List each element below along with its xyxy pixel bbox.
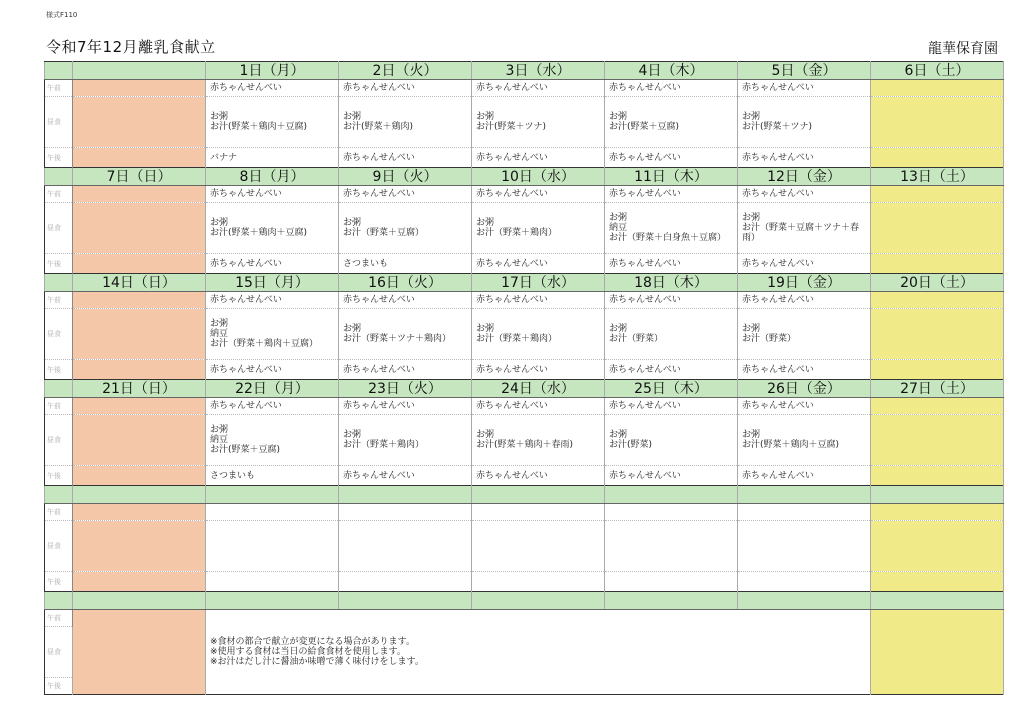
empty-header-cell bbox=[871, 592, 1004, 610]
day-header: 20日（土） bbox=[871, 274, 1004, 292]
week-header-row bbox=[45, 486, 1004, 504]
menu-line: 納豆 bbox=[210, 329, 229, 339]
menu-cell: 赤ちゃんせんべい bbox=[339, 186, 472, 203]
menu-cell bbox=[472, 97, 605, 148]
menu-line: お汁（野菜＋鶏肉） bbox=[476, 228, 558, 238]
menu-cell: 赤ちゃんせんべい bbox=[472, 254, 605, 274]
saturday-cell bbox=[871, 309, 1004, 360]
day-header bbox=[206, 486, 339, 504]
menu-cell bbox=[605, 521, 738, 572]
menu-cell: 赤ちゃんせんべい bbox=[738, 466, 871, 486]
day-header bbox=[339, 486, 472, 504]
menu-cell bbox=[605, 203, 738, 254]
menu-line: お粥 bbox=[609, 324, 628, 334]
menu-cell bbox=[738, 309, 871, 360]
menu-line: お汁(野菜) bbox=[609, 440, 653, 450]
period-label: 昼食 bbox=[45, 203, 73, 254]
menu-cell bbox=[206, 203, 339, 254]
day-header bbox=[871, 486, 1004, 504]
menu-cell: 赤ちゃんせんべい bbox=[605, 254, 738, 274]
menu-cell: 赤ちゃんせんべい bbox=[206, 186, 339, 203]
day-header: 25日（木） bbox=[605, 380, 738, 398]
menu-line: お汁（野菜＋鶏肉＋豆腐） bbox=[210, 339, 319, 349]
menu-cell: 赤ちゃんせんべい bbox=[472, 80, 605, 97]
sunday-cell bbox=[73, 572, 206, 592]
period-label: 午前 bbox=[45, 504, 73, 521]
menu-line: お粥 bbox=[343, 112, 362, 122]
menu-cell: 赤ちゃんせんべい bbox=[605, 398, 738, 415]
sunday-cell bbox=[73, 80, 206, 97]
menu-cell bbox=[206, 415, 339, 466]
sunday-cell bbox=[73, 148, 206, 168]
day-header bbox=[472, 486, 605, 504]
sunday-cell bbox=[73, 521, 206, 572]
day-header: 11日（木） bbox=[605, 168, 738, 186]
sunday-cell bbox=[73, 309, 206, 360]
day-header: 16日（火） bbox=[339, 274, 472, 292]
saturday-cell bbox=[871, 97, 1004, 148]
organization-name: 龍華保育園 bbox=[928, 41, 998, 57]
menu-cell: 赤ちゃんせんべい bbox=[605, 148, 738, 168]
menu-cell: バナナ bbox=[206, 148, 339, 168]
menu-cell: 赤ちゃんせんべい bbox=[472, 292, 605, 309]
menu-line: お粥 bbox=[210, 319, 229, 329]
menu-cell: 赤ちゃんせんべい bbox=[738, 398, 871, 415]
menu-cell: 赤ちゃんせんべい bbox=[738, 148, 871, 168]
header-corner bbox=[45, 62, 73, 80]
note-line: ※お汁はだし汁に醤油か味噌で薄く味付けをします。 bbox=[210, 657, 424, 667]
week-header-row bbox=[45, 380, 1004, 398]
week-header-row bbox=[45, 592, 1004, 610]
menu-line: お汁（野菜＋白身魚＋豆腐） bbox=[609, 233, 727, 243]
saturday-cell bbox=[871, 415, 1004, 466]
period-label: 午後 bbox=[45, 254, 73, 274]
menu-cell: 赤ちゃんせんべい bbox=[339, 466, 472, 486]
menu-line: お汁（野菜＋鶏肉） bbox=[343, 440, 425, 450]
menu-cell bbox=[206, 504, 339, 521]
menu-line: お汁（野菜＋鶏肉） bbox=[476, 334, 558, 344]
menu-cell bbox=[339, 203, 472, 254]
menu-line: 納豆 bbox=[609, 223, 628, 233]
empty-header-cell bbox=[73, 592, 206, 610]
menu-line: お汁(野菜＋鶏肉) bbox=[343, 122, 414, 132]
saturday-cell bbox=[871, 398, 1004, 415]
day-header: 5日（金） bbox=[738, 62, 871, 80]
period-row-am bbox=[45, 186, 1004, 203]
menu-cell: 赤ちゃんせんべい bbox=[206, 292, 339, 309]
day-header: 21日（日） bbox=[73, 380, 206, 398]
menu-line: お粥 bbox=[742, 430, 761, 440]
header-corner bbox=[45, 168, 73, 186]
menu-line: お粥 bbox=[210, 218, 229, 228]
menu-cell: 赤ちゃんせんべい bbox=[339, 148, 472, 168]
menu-cell bbox=[738, 521, 871, 572]
menu-line: お粥 bbox=[343, 218, 362, 228]
saturday-cell bbox=[871, 360, 1004, 380]
menu-cell: さつまいも bbox=[206, 466, 339, 486]
menu-line: お粥 bbox=[476, 218, 495, 228]
menu-line: お汁(野菜＋ツナ) bbox=[742, 122, 813, 132]
menu-cell bbox=[605, 97, 738, 148]
sunday-cell bbox=[73, 504, 206, 521]
menu-cell: 赤ちゃんせんべい bbox=[339, 292, 472, 309]
menu-cell: 赤ちゃんせんべい bbox=[472, 360, 605, 380]
period-label: 昼食 bbox=[45, 415, 73, 466]
saturday-cell bbox=[871, 572, 1004, 592]
menu-cell: 赤ちゃんせんべい bbox=[206, 80, 339, 97]
menu-line: お汁（野菜） bbox=[742, 334, 797, 344]
saturday-cell bbox=[871, 292, 1004, 309]
day-header bbox=[73, 486, 206, 504]
menu-cell bbox=[472, 504, 605, 521]
period-row-am bbox=[45, 610, 1004, 627]
menu-cell: 赤ちゃんせんべい bbox=[738, 360, 871, 380]
menu-cell bbox=[605, 572, 738, 592]
menu-cell: 赤ちゃんせんべい bbox=[206, 398, 339, 415]
menu-cell: 赤ちゃんせんべい bbox=[206, 360, 339, 380]
menu-cell bbox=[472, 415, 605, 466]
day-header: 9日（火） bbox=[339, 168, 472, 186]
menu-cell bbox=[206, 309, 339, 360]
menu-line: お汁(野菜＋鶏肉＋豆腐) bbox=[210, 228, 308, 238]
sunday-cell bbox=[73, 186, 206, 203]
menu-line: お粥 bbox=[742, 112, 761, 122]
empty-header-cell bbox=[339, 592, 472, 610]
menu-cell bbox=[738, 572, 871, 592]
day-header: 1日（月） bbox=[206, 62, 339, 80]
menu-cell bbox=[605, 415, 738, 466]
day-header: 24日（水） bbox=[472, 380, 605, 398]
period-row-lunch bbox=[45, 415, 1004, 466]
menu-cell bbox=[605, 504, 738, 521]
menu-cell: 赤ちゃんせんべい bbox=[738, 80, 871, 97]
week-header-row bbox=[45, 62, 1004, 80]
period-row-am bbox=[45, 398, 1004, 415]
menu-cell: 赤ちゃんせんべい bbox=[339, 360, 472, 380]
menu-calendar-table bbox=[44, 61, 1004, 695]
menu-cell bbox=[206, 572, 339, 592]
period-row-lunch bbox=[45, 521, 1004, 572]
menu-cell bbox=[339, 521, 472, 572]
menu-line: 雨） bbox=[742, 233, 761, 243]
menu-cell: 赤ちゃんせんべい bbox=[472, 398, 605, 415]
header-corner bbox=[45, 486, 73, 504]
period-label: 午後 bbox=[45, 466, 73, 486]
menu-cell: 赤ちゃんせんべい bbox=[605, 80, 738, 97]
period-label: 午前 bbox=[45, 398, 73, 415]
menu-cell: 赤ちゃんせんべい bbox=[206, 254, 339, 274]
menu-line: お粥 bbox=[210, 112, 229, 122]
period-row-pm bbox=[45, 572, 1004, 592]
period-row-am bbox=[45, 292, 1004, 309]
menu-cell bbox=[472, 309, 605, 360]
menu-line: お汁（野菜） bbox=[609, 334, 664, 344]
menu-cell: 赤ちゃんせんべい bbox=[472, 148, 605, 168]
day-header bbox=[73, 62, 206, 80]
note-line: ※食材の都合で献立が変更になる場合があります。 bbox=[210, 637, 415, 647]
saturday-cell bbox=[871, 148, 1004, 168]
period-row-pm bbox=[45, 360, 1004, 380]
page-title: 令和7年12月離乳食献立 bbox=[46, 38, 216, 56]
period-label: 昼食 bbox=[45, 521, 73, 572]
day-header bbox=[605, 486, 738, 504]
day-header bbox=[738, 486, 871, 504]
saturday-cell bbox=[871, 504, 1004, 521]
menu-cell bbox=[206, 97, 339, 148]
menu-cell bbox=[738, 415, 871, 466]
day-header: 3日（水） bbox=[472, 62, 605, 80]
saturday-cell bbox=[871, 186, 1004, 203]
form-code: 様式F110 bbox=[46, 11, 78, 19]
day-header: 8日（月） bbox=[206, 168, 339, 186]
menu-line: お汁(野菜＋鶏肉＋春雨) bbox=[476, 440, 574, 450]
day-header: 22日（月） bbox=[206, 380, 339, 398]
menu-line: お粥 bbox=[210, 425, 229, 435]
menu-cell: 赤ちゃんせんべい bbox=[605, 466, 738, 486]
menu-cell: 赤ちゃんせんべい bbox=[738, 254, 871, 274]
menu-line: お汁(野菜＋豆腐) bbox=[609, 122, 680, 132]
menu-line: お汁（野菜＋ツナ＋鶏肉） bbox=[343, 334, 452, 344]
week-header-row bbox=[45, 274, 1004, 292]
saturday-cell bbox=[871, 254, 1004, 274]
menu-cell bbox=[738, 97, 871, 148]
day-header: 2日（火） bbox=[339, 62, 472, 80]
day-header: 26日（金） bbox=[738, 380, 871, 398]
period-label: 午後 bbox=[45, 572, 73, 592]
period-row-pm bbox=[45, 148, 1004, 168]
menu-line: お粥 bbox=[343, 430, 362, 440]
menu-line: お粥 bbox=[609, 213, 628, 223]
menu-cell bbox=[206, 521, 339, 572]
empty-header-cell bbox=[206, 592, 339, 610]
week-header-row bbox=[45, 168, 1004, 186]
period-label: 午前 bbox=[45, 292, 73, 309]
day-header: 6日（土） bbox=[871, 62, 1004, 80]
header-corner bbox=[45, 380, 73, 398]
menu-cell: 赤ちゃんせんべい bbox=[605, 360, 738, 380]
menu-cell: 赤ちゃんせんべい bbox=[605, 186, 738, 203]
menu-cell: 赤ちゃんせんべい bbox=[339, 398, 472, 415]
menu-line: お汁(野菜＋鶏肉＋豆腐) bbox=[742, 440, 840, 450]
period-label: 午後 bbox=[45, 148, 73, 168]
menu-line: お粥 bbox=[343, 324, 362, 334]
menu-cell bbox=[738, 203, 871, 254]
menu-cell bbox=[339, 504, 472, 521]
menu-line: お粥 bbox=[476, 430, 495, 440]
period-label: 午後 bbox=[45, 360, 73, 380]
menu-cell: 赤ちゃんせんべい bbox=[472, 186, 605, 203]
menu-line: お汁(野菜＋豆腐) bbox=[210, 445, 281, 455]
period-row-pm bbox=[45, 466, 1004, 486]
menu-cell bbox=[738, 504, 871, 521]
menu-cell bbox=[472, 203, 605, 254]
menu-cell: さつまいも bbox=[339, 254, 472, 274]
menu-cell: 赤ちゃんせんべい bbox=[605, 292, 738, 309]
menu-line: お粥 bbox=[609, 112, 628, 122]
day-header: 23日（火） bbox=[339, 380, 472, 398]
sunday-cell bbox=[73, 415, 206, 466]
day-header: 4日（木） bbox=[605, 62, 738, 80]
menu-cell bbox=[339, 572, 472, 592]
menu-cell bbox=[339, 309, 472, 360]
menu-line: お汁(野菜＋ツナ) bbox=[476, 122, 547, 132]
sunday-cell bbox=[73, 292, 206, 309]
sunday-cell bbox=[73, 360, 206, 380]
menu-cell: 赤ちゃんせんべい bbox=[738, 186, 871, 203]
saturday-cell bbox=[871, 521, 1004, 572]
menu-cell: 赤ちゃんせんべい bbox=[339, 80, 472, 97]
menu-cell bbox=[605, 309, 738, 360]
day-header: 17日（水） bbox=[472, 274, 605, 292]
notes-block bbox=[206, 610, 871, 695]
menu-cell: 赤ちゃんせんべい bbox=[738, 292, 871, 309]
day-header: 19日（金） bbox=[738, 274, 871, 292]
day-header: 18日（木） bbox=[605, 274, 738, 292]
empty-header-cell bbox=[605, 592, 738, 610]
period-row-lunch bbox=[45, 203, 1004, 254]
sunday-cell bbox=[73, 466, 206, 486]
period-row-pm bbox=[45, 254, 1004, 274]
period-row-am bbox=[45, 80, 1004, 97]
empty-header-cell bbox=[472, 592, 605, 610]
day-header: 14日（日） bbox=[73, 274, 206, 292]
period-label: 昼食 bbox=[45, 627, 73, 678]
period-label: 午前 bbox=[45, 80, 73, 97]
period-label: 午後 bbox=[45, 678, 73, 695]
header-corner bbox=[45, 274, 73, 292]
day-header: 12日（金） bbox=[738, 168, 871, 186]
day-header: 13日（土） bbox=[871, 168, 1004, 186]
menu-line: 納豆 bbox=[210, 435, 229, 445]
menu-cell bbox=[472, 572, 605, 592]
saturday-cell bbox=[871, 610, 1004, 695]
menu-line: お汁(野菜＋鶏肉＋豆腐) bbox=[210, 122, 308, 132]
menu-line: お汁（野菜＋豆腐） bbox=[343, 228, 425, 238]
menu-line: お粥 bbox=[609, 430, 628, 440]
menu-cell: 赤ちゃんせんべい bbox=[472, 466, 605, 486]
day-header: 27日（土） bbox=[871, 380, 1004, 398]
saturday-cell bbox=[871, 203, 1004, 254]
menu-cell bbox=[339, 415, 472, 466]
menu-line: お粥 bbox=[476, 112, 495, 122]
menu-line: お汁（野菜＋豆腐＋ツナ＋春 bbox=[742, 223, 860, 233]
day-header: 7日（日） bbox=[73, 168, 206, 186]
menu-cell bbox=[472, 521, 605, 572]
period-label: 昼食 bbox=[45, 309, 73, 360]
sunday-cell bbox=[73, 254, 206, 274]
note-line: ※使用する食材は当日の給食食材を使用します。 bbox=[210, 647, 406, 657]
menu-cell bbox=[339, 97, 472, 148]
sunday-cell bbox=[73, 203, 206, 254]
menu-line: お粥 bbox=[476, 324, 495, 334]
period-row-am bbox=[45, 504, 1004, 521]
sunday-cell bbox=[73, 398, 206, 415]
period-row-lunch bbox=[45, 97, 1004, 148]
saturday-cell bbox=[871, 466, 1004, 486]
sunday-cell bbox=[73, 97, 206, 148]
day-header: 15日（月） bbox=[206, 274, 339, 292]
empty-header-cell bbox=[45, 592, 73, 610]
saturday-cell bbox=[871, 80, 1004, 97]
sunday-cell bbox=[73, 610, 206, 695]
period-label: 午前 bbox=[45, 610, 73, 627]
empty-header-cell bbox=[738, 592, 871, 610]
period-row-lunch bbox=[45, 309, 1004, 360]
period-label: 午前 bbox=[45, 186, 73, 203]
period-label: 昼食 bbox=[45, 97, 73, 148]
day-header: 10日（水） bbox=[472, 168, 605, 186]
menu-line: お粥 bbox=[742, 213, 761, 223]
menu-line: お粥 bbox=[742, 324, 761, 334]
